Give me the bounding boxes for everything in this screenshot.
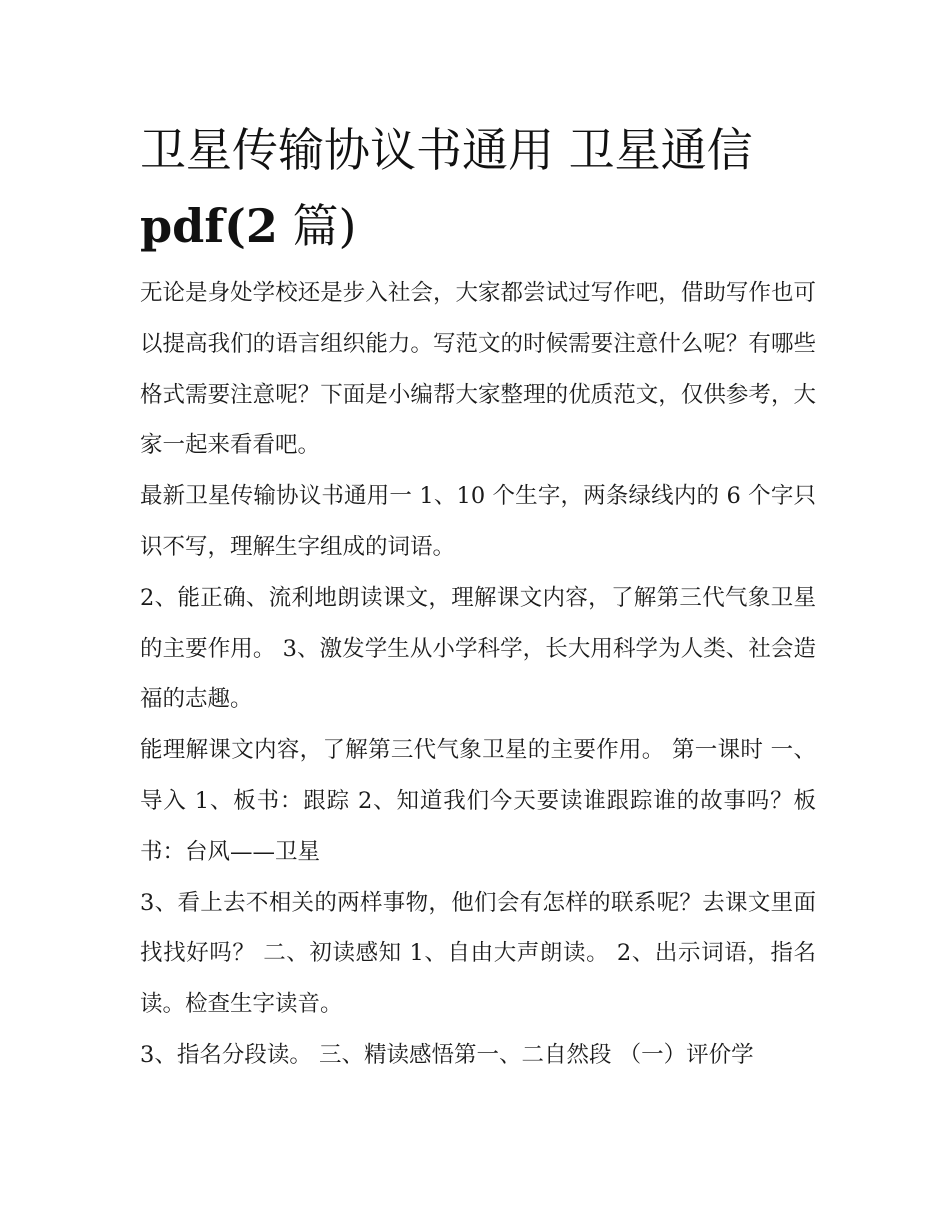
paragraph-1: 最新卫星传输协议书通用一 1、10 个生字，两条绿线内的 6 个字只识不写，理解生字组成的词语。	[140, 483, 816, 560]
paragraph-2: 2、能正确、流利地朗读课文，理解课文内容，了解第三代气象卫星的主要作用。 3、激发学生从小学科学，长大用科学为人类、社会造福的志趣。	[140, 584, 816, 713]
paragraph-intro: 无论是身处学校还是步入社会，大家都尝试过写作吧，借助写作也可以提高我们的语言组织能力。写范文的时候需要注意什么呢？有哪些格式需要注意呢？下面是小编帮大家整理的优质范文，仅供参考，大家一起来看看吧。	[140, 280, 816, 459]
paragraph-4: 3、看上去不相关的两样事物，他们会有怎样的联系呢？去课文里面找找好吗？ 二、初读感知 1、自由大声朗读。 2、出示词语，指名读。检查生字读音。	[140, 889, 816, 1018]
document-content	[140, 112, 816, 1081]
title-line-2-latin: pdf(2	[140, 199, 278, 253]
title-line-1: 卫星传输协议书通用 卫星通信	[140, 123, 753, 177]
paragraph-3: 能理解课文内容，了解第三代气象卫星的主要作用。 第一课时 一、导入 1、板书：跟踪 2、知道我们今天要读谁跟踪谁的故事吗？板书：台风——卫星	[140, 737, 816, 865]
document-title	[140, 112, 816, 264]
paragraph-5: 3、指名分段读。 三、精读感悟第一、二自然段 （一）评价学	[140, 1041, 754, 1068]
title-line-2-cjk: 篇)	[292, 199, 357, 253]
